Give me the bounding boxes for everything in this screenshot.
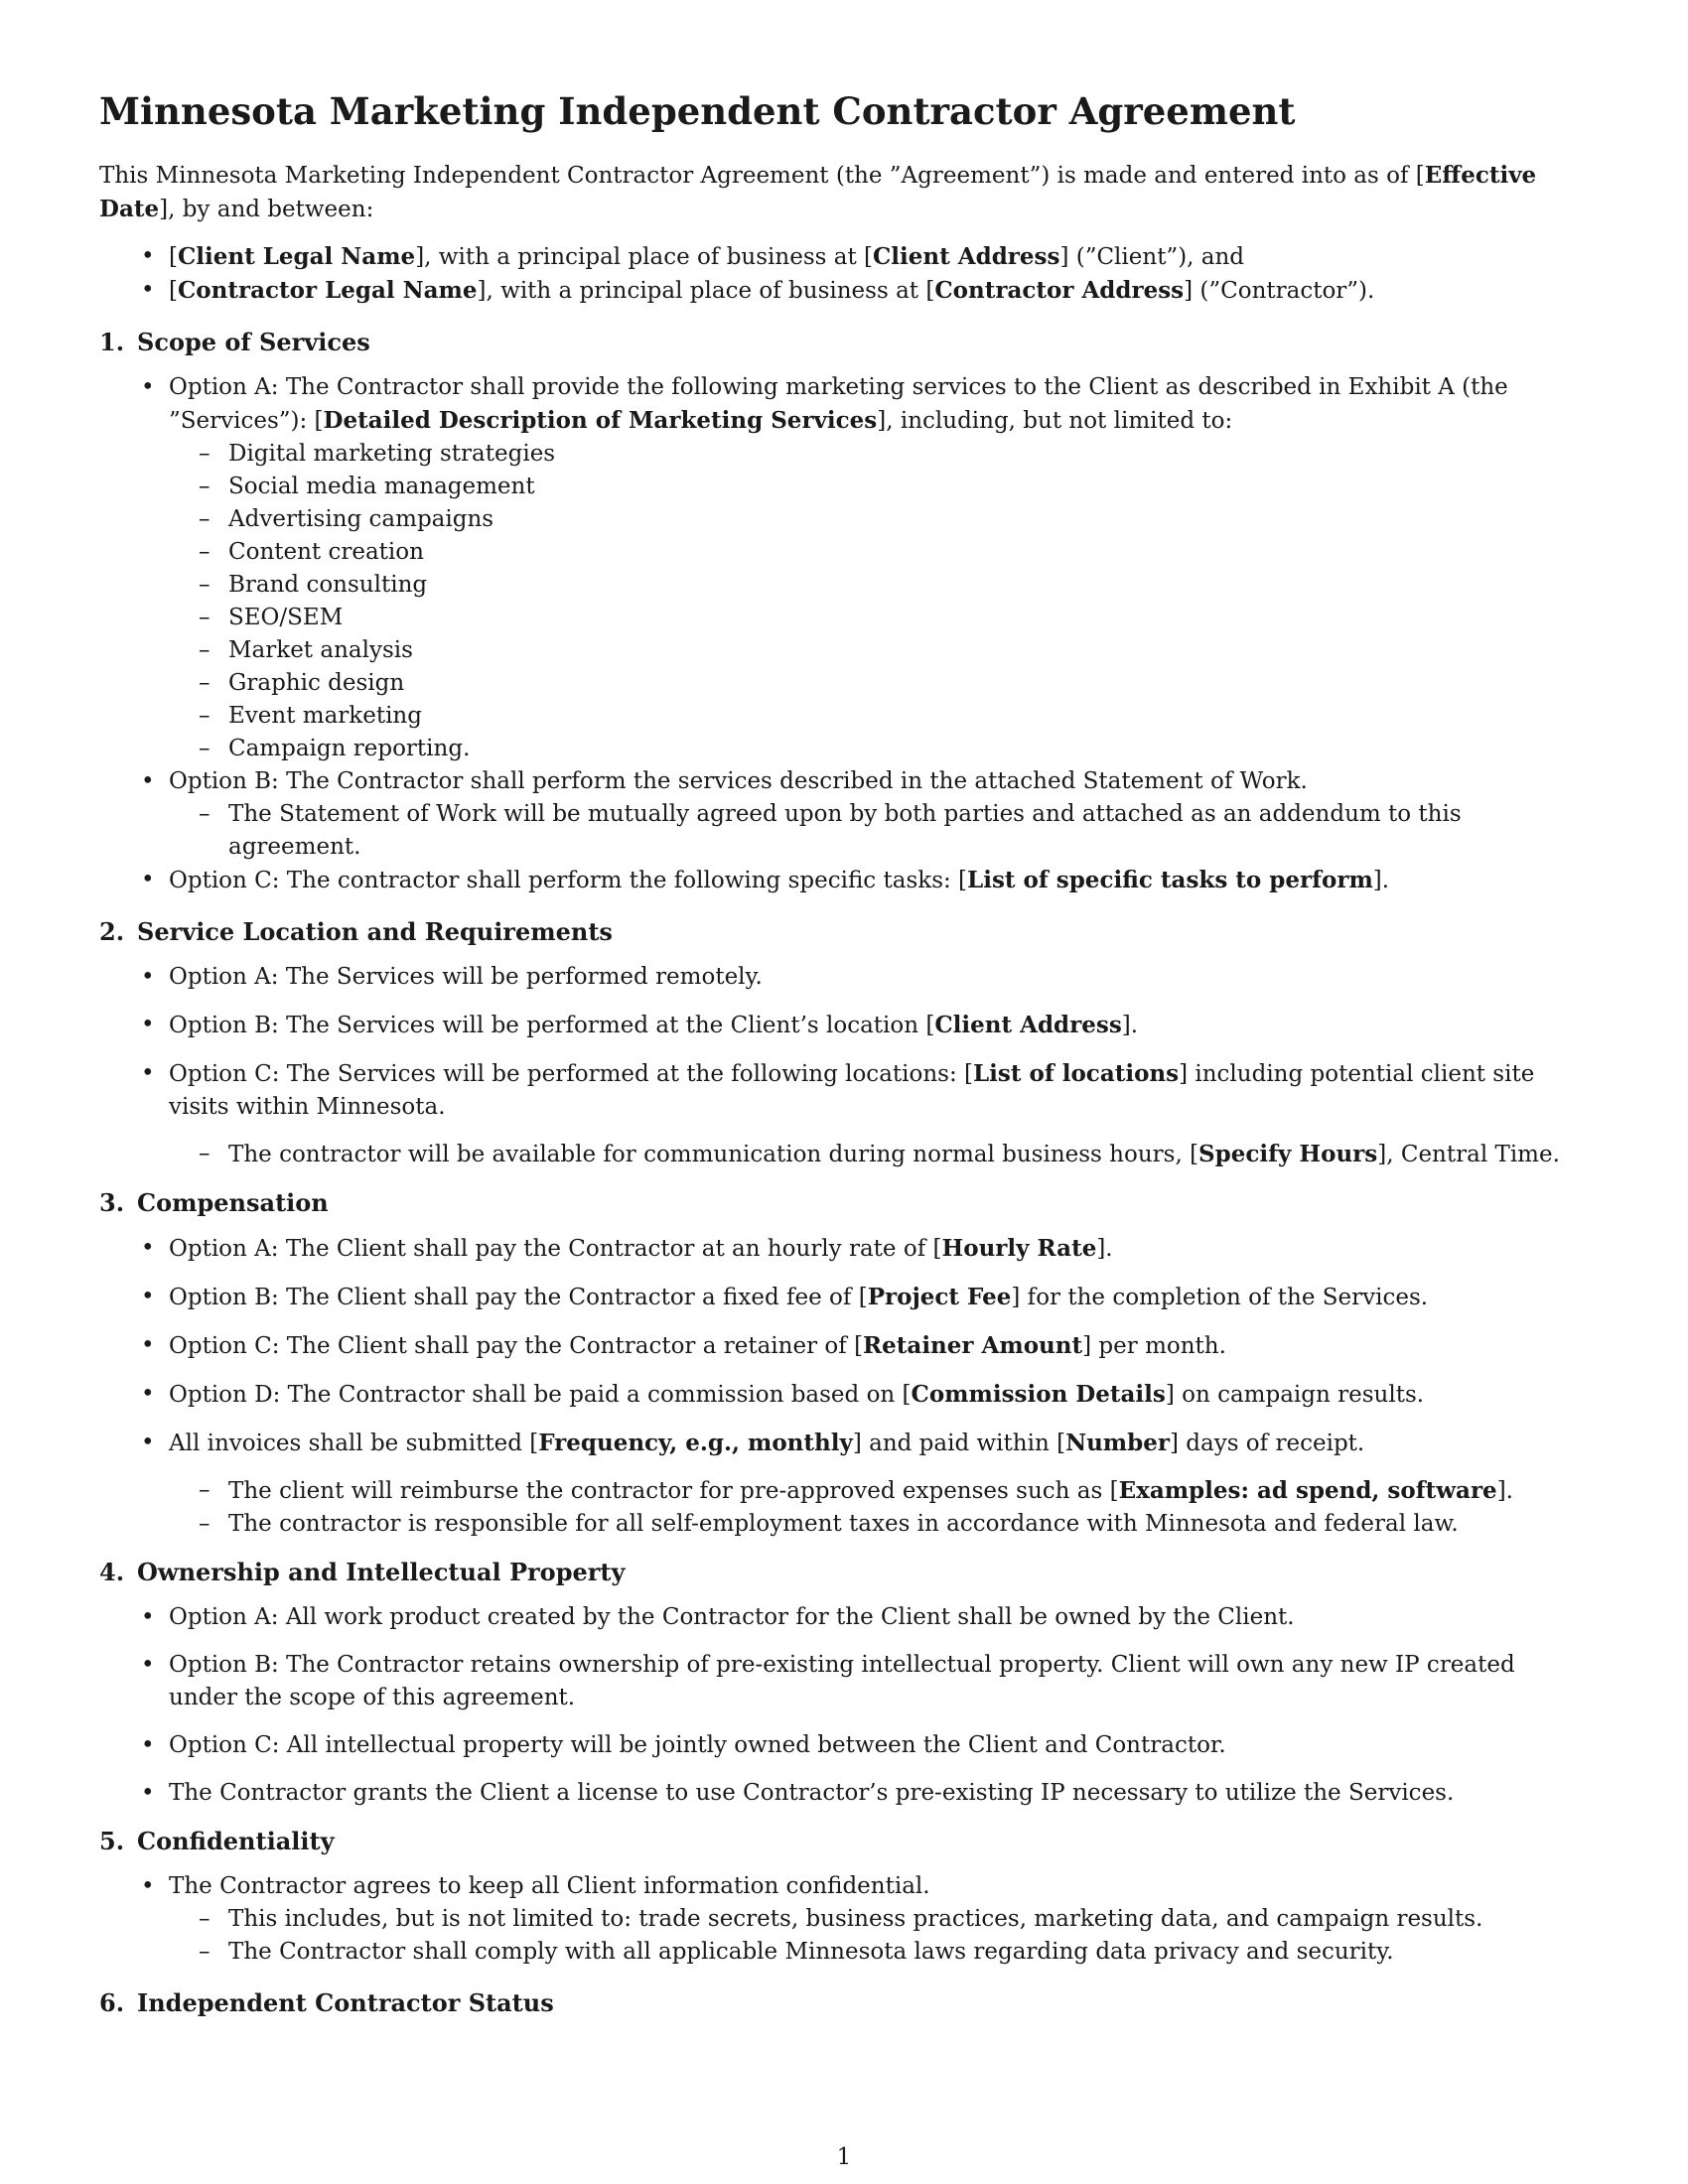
placeholder: List of specific tasks to perform [967, 867, 1373, 893]
option-text: All invoices shall be submitted [ [169, 1431, 539, 1456]
option-text: Option C: The Services will be performed at the following locations: [ [169, 1061, 973, 1087]
placeholder: Retainer Amount [863, 1332, 1083, 1359]
sub-list [169, 798, 1589, 864]
party-contractor [169, 274, 1589, 308]
sub-text: The contractor will be available for communication during normal business hours, [ [228, 1142, 1199, 1167]
bracket: [ [169, 278, 178, 304]
section-number: 2. [99, 917, 125, 946]
party-text: ], with a principal place of business at [ [477, 278, 935, 304]
sub-list [169, 1903, 1589, 1969]
section-number: 1. [99, 328, 125, 356]
placeholder: Project Fee [867, 1284, 1012, 1310]
option-list [99, 1601, 1589, 1810]
page-number: 1 [836, 2144, 852, 2170]
services-sublist [169, 438, 1589, 765]
option-text: Option D: The Contractor shall be paid a commission based on [ [169, 1382, 912, 1408]
intro-tail: ], by and between: [159, 197, 374, 222]
option-text: ] including potential client site visits within Minnesota. [169, 1061, 1535, 1120]
section-confidentiality [99, 1825, 1589, 1969]
option-text: ]. [1372, 868, 1390, 893]
document-page [99, 89, 1589, 2020]
sub-item: – Social media management [228, 471, 1589, 503]
sub-item: – Content creation [228, 536, 1589, 569]
placeholder: Examples: ad spend, software [1118, 1477, 1497, 1504]
placeholder: Hourly Rate [941, 1235, 1097, 1262]
party-text: ] (”Contractor”). [1184, 278, 1375, 304]
option-b [169, 1009, 1589, 1042]
sub-item [228, 1474, 1589, 1508]
section-number: 5. [99, 1827, 125, 1855]
intro-paragraph [99, 159, 1589, 226]
option-a: • Option A: The Services will be performed remotely. [169, 961, 1589, 994]
sub-item: – Advertising campaigns [228, 503, 1589, 536]
party-text: ] (”Client”), and [1059, 244, 1245, 270]
option-text: Option B: The Client shall pay the Contractor a fixed fee of [ [169, 1285, 868, 1310]
contractor-name-placeholder: Contractor Legal Name [177, 277, 478, 304]
option-text: Option A: The Contractor shall provide the following marketing services to the Client as described in Exhibit A (the ”Services”): [ [169, 374, 1508, 434]
sub-item: – Campaign reporting. [228, 733, 1589, 765]
section-number: 3. [99, 1188, 125, 1217]
parties-list [99, 240, 1589, 308]
sub-item: – The contractor is responsible for all self-employment taxes in accordance with Minnesota and federal law. [228, 1508, 1589, 1541]
placeholder: Frequency, e.g., monthly [538, 1430, 853, 1456]
section-title: Confidentiality [137, 1827, 335, 1855]
option-text: Option B: The Services will be performed at the Client’s location [ [169, 1013, 935, 1038]
option-b [169, 1281, 1589, 1314]
client-name-placeholder: Client Legal Name [177, 243, 416, 270]
sub-item: – The Contractor shall comply with all applicable Minnesota laws regarding data privacy and security. [228, 1936, 1589, 1969]
sub-item: – Brand consulting [228, 569, 1589, 602]
section-title: Independent Contractor Status [137, 1988, 554, 2017]
section-heading [99, 915, 1589, 949]
section-ownership-ip [99, 1556, 1589, 1810]
placeholder: Client Address [934, 1012, 1122, 1038]
section-compensation [99, 1186, 1589, 1541]
section-scope-of-services [99, 326, 1589, 897]
section-service-location [99, 915, 1589, 1171]
option-text: Option B: The Contractor shall perform the services described in the attached Statement of Work. [169, 768, 1308, 794]
option-c [169, 1057, 1589, 1171]
option-text: Option A: The Client shall pay the Contractor at an hourly rate of [ [169, 1236, 942, 1262]
sub-item: – The Statement of Work will be mutually agreed upon by both parties and attached as an addendum to this agreement. [228, 798, 1589, 864]
license-item: • The Contractor grants the Client a license to use Contractor’s pre-existing IP necessary to utilize the Services. [169, 1777, 1589, 1810]
option-list [99, 371, 1589, 897]
section-title: Service Location and Requirements [137, 917, 613, 946]
sub-list [169, 1138, 1589, 1171]
option-list [99, 961, 1589, 1171]
option-a [169, 1232, 1589, 1266]
sub-text: ]. [1496, 1478, 1513, 1504]
option-text: ] per month. [1082, 1333, 1226, 1359]
option-text: The Contractor agrees to keep all Client information confidential. [169, 1873, 930, 1899]
section-title: Compensation [137, 1188, 329, 1217]
sub-item: – This includes, but is not limited to: trade secrets, business practices, marketing data, and campaign results. [228, 1903, 1589, 1936]
section-heading [99, 1825, 1589, 1858]
option-c: • Option C: All intellectual property will be jointly owned between the Client and Contractor. [169, 1729, 1589, 1762]
section-heading [99, 1986, 1589, 2020]
sub-item: – Graphic design [228, 667, 1589, 700]
sub-item [228, 1138, 1589, 1171]
sub-text: The client will reimburse the contractor for pre-approved expenses such as [ [228, 1478, 1119, 1504]
option-d [169, 1378, 1589, 1412]
sub-text: ], Central Time. [1377, 1142, 1560, 1167]
option-list [99, 1232, 1589, 1541]
option-text: ] on campaign results. [1165, 1382, 1425, 1408]
sub-item: – Digital marketing strategies [228, 438, 1589, 471]
sub-list [169, 1474, 1589, 1541]
document-title: Minnesota Marketing Independent Contractor Agreement [99, 89, 1296, 133]
option-list [99, 1870, 1589, 1969]
option-text: Option C: The Client shall pay the Contractor a retainer of [ [169, 1333, 864, 1359]
section-number: 4. [99, 1558, 125, 1586]
option-text: ], including, but not limited to: [877, 408, 1233, 434]
option-a: • Option A: All work product created by the Contractor for the Client shall be owned by the Client. [169, 1601, 1589, 1634]
placeholder: Detailed Description of Marketing Services [323, 407, 878, 434]
invoices-item [169, 1427, 1589, 1541]
party-text: ], with a principal place of business at [ [415, 244, 873, 270]
bracket: [ [169, 244, 178, 270]
option-text: ] for the completion of the Services. [1011, 1285, 1429, 1310]
section-heading [99, 326, 1589, 359]
option-text: ]. [1121, 1013, 1139, 1038]
client-address-placeholder: Client Address [873, 243, 1060, 270]
option-text: ]. [1096, 1236, 1113, 1262]
effective-date-placeholder: Effective Date [99, 162, 1537, 222]
placeholder: Specify Hours [1198, 1141, 1378, 1167]
placeholder: List of locations [973, 1060, 1180, 1087]
sub-item: – Event marketing [228, 700, 1589, 733]
section-independent-contractor-status [99, 1986, 1589, 2020]
section-title: Ownership and Intellectual Property [137, 1558, 626, 1586]
confidentiality-item [169, 1870, 1589, 1969]
party-client [169, 240, 1589, 274]
placeholder: Number [1065, 1430, 1170, 1456]
placeholder: Commission Details [911, 1381, 1166, 1408]
option-c [169, 1329, 1589, 1363]
option-b [169, 765, 1589, 864]
option-text: ] and paid within [ [852, 1431, 1066, 1456]
option-text: Option C: The contractor shall perform the following specific tasks: [ [169, 868, 968, 893]
section-heading [99, 1186, 1589, 1220]
option-text: ] days of receipt. [1169, 1431, 1365, 1456]
option-c [169, 864, 1589, 897]
section-heading [99, 1556, 1589, 1589]
intro-text: This Minnesota Marketing Independent Contractor Agreement (the ”Agreement”) is made and entered into as of [ [99, 163, 1425, 189]
section-title: Scope of Services [137, 328, 370, 356]
contractor-address-placeholder: Contractor Address [934, 277, 1185, 304]
sub-item: – Market analysis [228, 634, 1589, 667]
section-number: 6. [99, 1988, 125, 2017]
option-a [169, 371, 1589, 765]
option-b: • Option B: The Contractor retains ownership of pre-existing intellectual property. Client will own any new IP created under the scope of this agreement. [169, 1649, 1589, 1714]
sub-item: – SEO/SEM [228, 602, 1589, 634]
